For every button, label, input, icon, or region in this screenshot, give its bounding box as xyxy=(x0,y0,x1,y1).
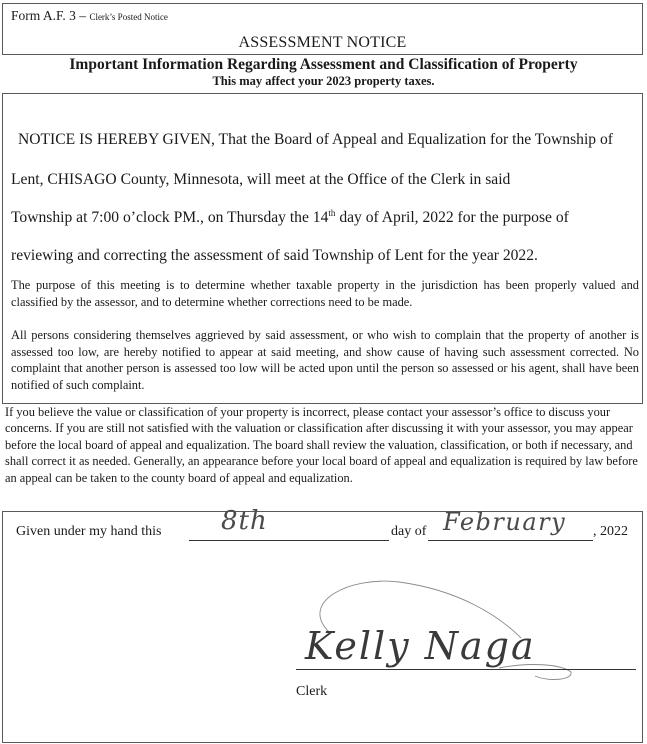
notice-line: NOTICE IS HEREBY GIVEN, That the Board of Appeal and Equalization for the Township of xyxy=(18,131,613,148)
notice-text: Township at 7:00 o’clock PM., on Thursday the 14 xyxy=(11,209,329,226)
month-line xyxy=(428,540,593,541)
clerk-signature-line xyxy=(296,669,636,670)
clerk-signature: Kelly Naga xyxy=(305,624,536,668)
handwritten-day: 8th xyxy=(221,506,268,536)
handwritten-month: February xyxy=(443,508,567,536)
given-label: Given under my hand this xyxy=(16,524,162,539)
form-description: Clerk’s Posted Notice xyxy=(89,12,168,22)
info-paragraph: If you believe the value or classification of your property is incorrect, please contact your assessor’s office to discuss your concerns. If you are still not satisfied with the valuation or classification after discussing it with your assessor, you may appear before the local board of appeal and equalization. The board shall review the valuation, classification, or both if necessary, and shall correct it as needed. Generally, an appearance before your local board of appeal and equalization is required by law before an appeal can be taken to the county board of appeal and equalization. xyxy=(5,405,638,485)
purpose-paragraph: The purpose of this meeting is to determine whether taxable property in the jurisdiction has been properly valued and classified by the assessor, and to determine whether corrections need to be made. xyxy=(11,278,639,309)
day-line xyxy=(189,540,389,541)
year: , 2022 xyxy=(593,524,628,539)
notice-box xyxy=(2,93,643,404)
notice-title: ASSESSMENT NOTICE xyxy=(238,34,407,51)
tax-year-note: This may affect your 2023 property taxes. xyxy=(212,74,435,88)
form-header-box xyxy=(2,3,643,55)
notice-line: Lent, CHISAGO County, Minnesota, will meet at the Office of the Clerk in said xyxy=(11,171,511,188)
day-of-label: day of xyxy=(391,524,427,539)
notice-text: day of April, 2022 for the purpose of xyxy=(335,209,569,226)
complaint-paragraph: All persons considering themselves aggrieved by said assessment, or who wish to complain that the property of another is assessed too low, are hereby notified to appear at said meeting, and show cause of having such assessment corrected. No complaint that another person is assessed too low will be acted upon until the person so assessed or his agent, shall have been notified of such complaint. xyxy=(11,328,639,392)
clerk-label: Clerk xyxy=(296,684,328,699)
form-number: Form A.F. 3 – xyxy=(11,8,87,23)
ordinal-suffix: th xyxy=(328,208,336,218)
subtitle: Important Information Regarding Assessment and Classification of Property xyxy=(69,56,578,73)
notice-line: reviewing and correcting the assessment of said Township of Lent for the year 2022. xyxy=(11,247,538,264)
form-id xyxy=(11,8,168,24)
notice-line xyxy=(11,209,569,227)
signature-box xyxy=(2,506,643,743)
